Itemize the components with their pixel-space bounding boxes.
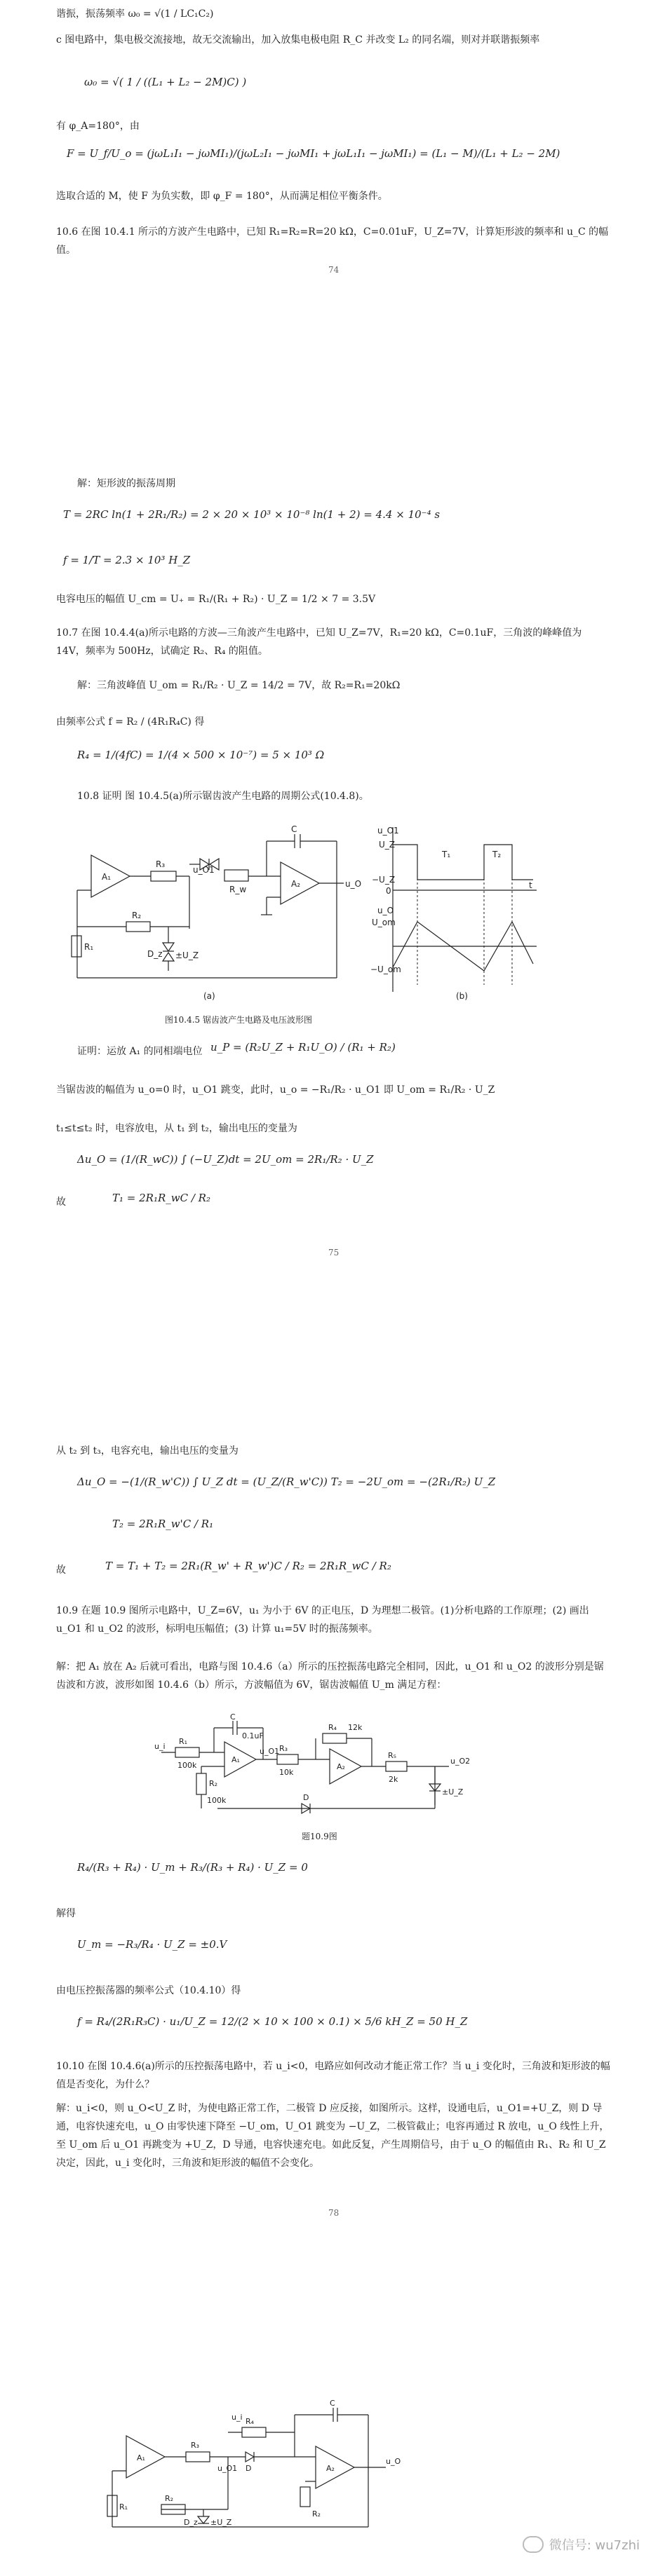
fig-label-b: (b): [456, 991, 468, 1001]
label-c-value: 0.1uF: [242, 1731, 264, 1740]
solution-10-10: 解：u_i<0，则 u_O<U_Z 时，为使电路正常工作，二极管 D 应反接，如图所示。这样，设通电后，u_O1=+U_Z，则 D 导通，电容快速充电，u_O 由零快速下降至 −U_om，U_O1 跳变为 −U_Z，二极管截止；电容再通过 R 放电，u_O 线性上升，至 U_om 后 u_O1 再跳变为 +U_Z，D 导通，电容快速充电。如此反复，产生周期信号，由于 u_O 的幅值由 R₁、R₂ 和 U_Z 决定，因此，u_i 变化时，三角波和矩形波的幅值不会变化。: [56, 2103, 610, 2169]
label-uo1: u_O1: [193, 865, 215, 875]
wave-label-uz: U_Z: [379, 840, 396, 850]
label-r5-value: 2k: [389, 1775, 398, 1784]
label-r3: R₃: [279, 1744, 288, 1753]
label-r2b: R₂: [312, 2509, 321, 2519]
wave-label-uo: u_O: [377, 906, 394, 915]
equation-F: F = U_f/U_o = (jωL₁I₁ − jωMI₁)/(jωL₂I₁ − jωMI₁ + jωL₁I₁ − jωMI₁) = (L₁ − M)/(L₁ + L₂ − 2M): [67, 147, 560, 160]
figure-bottom-circuit: [105, 2399, 401, 2537]
label-uo1: u_O1: [217, 2464, 238, 2473]
label-uz: ±U_Z: [442, 1787, 464, 1797]
vco-line: 由电压控振荡器的频率公式（10.4.10）得: [56, 1985, 241, 1996]
label-uo: u_O: [345, 879, 362, 889]
frequency-formula: 由频率公式 f = R₂ / (4R₁R₄C) 得: [56, 716, 205, 728]
select-line: 选取合适的 M，使 F 为负实数，即 φ_F = 180°，从而满足相位平衡条件。: [56, 191, 388, 202]
solution-10-7: 解：三角波峰值 U_om = R₁/R₂ · U_Z = 14/2 = 7V，故 R₂=R₁=20kΩ: [77, 680, 401, 691]
fig-label-a: (a): [203, 991, 215, 1001]
label-uo: u_O: [386, 2457, 401, 2466]
label-c: C: [291, 824, 297, 834]
question-10-10: 10.10 在图 10.4.6(a)所示的压控振荡电路中，若 u_i<0，电路应如何改动才能正常工作？当 u_i 变化时，三角波和矩形波的幅值是否变化，为什么？: [56, 2061, 610, 2090]
wave-label-t2: T₂: [492, 850, 502, 859]
label-r3: R₃: [156, 859, 166, 869]
proof-line: 证明：运放 A₁ 的同相端电位: [77, 1046, 203, 1057]
equation-f-vco: f = R₄/(2R₁R₃C) · u₁/U_Z = 12/(2 × 10 × 100 × 0.1) × 5/6 kH_Z = 50 H_Z: [77, 2015, 468, 2028]
gu-line-2: 故: [56, 1565, 66, 1576]
label-r4-value: 12k: [348, 1723, 363, 1732]
figure-10-4-5-caption: 图10.4.5 锯齿波产生电路及电压波形图: [165, 1015, 312, 1025]
para-c: c 图电路中，集电极交流接地，故无交流输出，加入放集电极电阻 R_C 并改变 L₂ 的同名端，则对并联谐振频率: [56, 34, 540, 46]
label-r2: R₂: [209, 1779, 218, 1788]
question-10-9: 10.9 在题 10.9 图所示电路中，U_Z=6V，u₁ 为小于 6V 的正电压，D 为理想二极管。(1)分析电路的工作原理；(2) 画出 u_O1 和 u_O2 的波形，标明电压幅值；(3) 计算 u₁=5V 时的振荡频率。: [56, 1605, 589, 1635]
label-dz: D_z: [147, 949, 163, 959]
question-10-7: 10.7 在图 10.4.4(a)所示电路的方波—三角波产生电路中，已知 U_Z=7V，R₁=20 kΩ，C=0.1uF，三角波的峰峰值为 14V，频率为 500Hz，试确定 R₂、R₄ 的阻值。: [56, 627, 582, 657]
label-ui: u_i: [154, 1742, 166, 1751]
equation-Um-2: U_m = −R₃/R₄ · U_Z = ±0.V: [77, 1938, 227, 1951]
label-a1: A₁: [102, 872, 112, 882]
wave-label-neg-uom: −U_om: [370, 965, 401, 974]
t1-line: t₁≤t≤t₂ 时，电容放电，从 t₁ 到 t₂，输出电压的变量为: [56, 1123, 297, 1134]
equation-Um: R₄/(R₃ + R₄) · U_m + R₃/(R₃ + R₄) · U_Z = 0: [77, 1861, 308, 1874]
wave-label-zero: 0: [386, 886, 391, 896]
label-uz: ±U_Z: [210, 2518, 232, 2527]
label-ui: u_i: [231, 2413, 243, 2422]
equation-T1: T₁ = 2R₁R_wC / R₂: [112, 1192, 210, 1204]
wave-label-t: t: [529, 880, 532, 890]
label-r2-value: 100k: [207, 1796, 227, 1805]
page-number: 74: [328, 265, 340, 275]
label-r1: R₁: [179, 1737, 188, 1746]
watermark-text: 微信号: wu7zhi: [549, 2538, 640, 2553]
label-uo1: u_O1: [260, 1747, 280, 1756]
top-fragment: 谐振，振荡频率 ω₀ = √(1 / LC₁C₂): [56, 8, 214, 20]
page-number: 78: [328, 2208, 340, 2218]
solved-line: 解得: [56, 1908, 76, 1919]
label-a2: A₂: [291, 879, 301, 889]
question-10-6: 10.6 在图 10.4.1 所示的方波产生电路中，已知 R₁=R₂=R=20 kΩ，C=0.01uF，U_Z=7V，计算矩形波的频率和 u_C 的幅值。: [56, 226, 609, 256]
gu-line: 故: [56, 1197, 66, 1208]
solution-10-9: 解：把 A₁ 放在 A₂ 后就可看出，电路与图 10.4.6（a）所示的压控振荡电路完全相同，因此，u_O1 和 u_O2 的波形分别是锯齿波和方波，波形如图 10.4.6（b）所示，方波幅值为 6V，锯齿波幅值 U_m 满足方程：: [56, 1661, 604, 1691]
label-r2: R₂: [132, 911, 142, 920]
t2-line: 从 t₂ 到 t₃，电容充电，输出电压的变量为: [56, 1445, 239, 1457]
label-a1: A₁: [137, 2453, 145, 2462]
zero-line: 当锯齿波的幅值为 u_o=0 时，u_O1 跳变，此时，u_o = −R₁/R₂ · u_O1 即 U_om = R₁/R₂ · U_Z: [56, 1084, 495, 1096]
wave-label-uo1: u_O1: [377, 826, 399, 836]
label-r1: R₁: [119, 2502, 128, 2512]
label-dz: D_z: [184, 2518, 198, 2527]
equation-delta-uo-2: Δu_O = −(1/(R_w'C)) ∫ U_Z dt = (U_Z/(R_w'C)) T₂ = −2U_om = −(2R₁/R₂) U_Z: [77, 1476, 496, 1488]
label-a2: A₂: [337, 1762, 345, 1771]
equation-frequency: f = 1/T = 2.3 × 10³ H_Z: [63, 554, 191, 566]
question-10-8: 10.8 证明 图 10.4.5(a)所示锯齿波产生电路的周期公式(10.4.8)。: [77, 791, 369, 802]
label-c: C: [330, 2399, 335, 2408]
label-rw: R_w: [229, 885, 247, 894]
label-r1-value: 100k: [177, 1761, 197, 1770]
wave-label-neg-uz: −U_Z: [372, 875, 396, 885]
label-r2: R₂: [165, 2494, 174, 2503]
label-d: D: [246, 2464, 252, 2473]
label-uz: ±U_Z: [175, 950, 199, 960]
label-d: D: [303, 1793, 309, 1802]
label-r4: R₄: [328, 1723, 337, 1732]
solution-10-6: 解：矩形波的振荡周期: [77, 478, 175, 489]
label-uo2: u_O2: [450, 1757, 471, 1766]
equation-omega: ω₀ = √( 1 / ((L₁ + L₂ − 2M)C) ): [84, 76, 247, 88]
label-a2: A₂: [326, 2464, 335, 2473]
figure-10-4-5: [63, 824, 540, 1006]
wave-label-uom: U_om: [372, 918, 396, 927]
figure-10-9: [154, 1712, 491, 1822]
label-a1: A₁: [231, 1755, 240, 1764]
wave-label-t1: T₁: [442, 850, 451, 859]
label-r1: R₁: [84, 942, 94, 952]
equation-up: u_P = (R₂U_Z + R₁U_O) / (R₁ + R₂): [210, 1041, 396, 1054]
figure-10-9-caption: 题10.9图: [302, 1832, 337, 1841]
label-r5: R₅: [388, 1751, 397, 1760]
equation-period: T = 2RC ln(1 + 2R₁/R₂) = 2 × 20 × 10³ × 10⁻⁸ ln(1 + 2) = 4.4 × 10⁻⁴ s: [63, 508, 441, 521]
equation-delta-uo: Δu_O = (1/(R_wC)) ∫ (−U_Z)dt = 2U_om = 2R₁/R₂ · U_Z: [77, 1153, 374, 1166]
label-c: C: [230, 1712, 236, 1722]
wechat-icon: [523, 2536, 544, 2553]
capacitor-amplitude: 电容电压的幅值 U_cm = U₊ = R₁/(R₁ + R₂) · U_Z = 1/2 × 7 = 3.5V: [56, 594, 376, 605]
label-r4: R₄: [246, 2417, 255, 2426]
label-r3-value: 10k: [279, 1768, 294, 1777]
label-r3: R₃: [191, 2441, 200, 2450]
watermark: [523, 2535, 640, 2554]
equation-T-total: T = T₁ + T₂ = 2R₁(R_w' + R_w')C / R₂ = 2R₁R_wC / R₂: [105, 1560, 391, 1572]
equation-T2: T₂ = 2R₁R_w'C / R₁: [112, 1518, 214, 1530]
equation-R4: R₄ = 1/(4fC) = 1/(4 × 500 × 10⁻⁷) = 5 × 10³ Ω: [77, 749, 325, 761]
page-number: 75: [328, 1248, 340, 1258]
phi-line: 有 φ_A=180°，由: [56, 121, 140, 132]
